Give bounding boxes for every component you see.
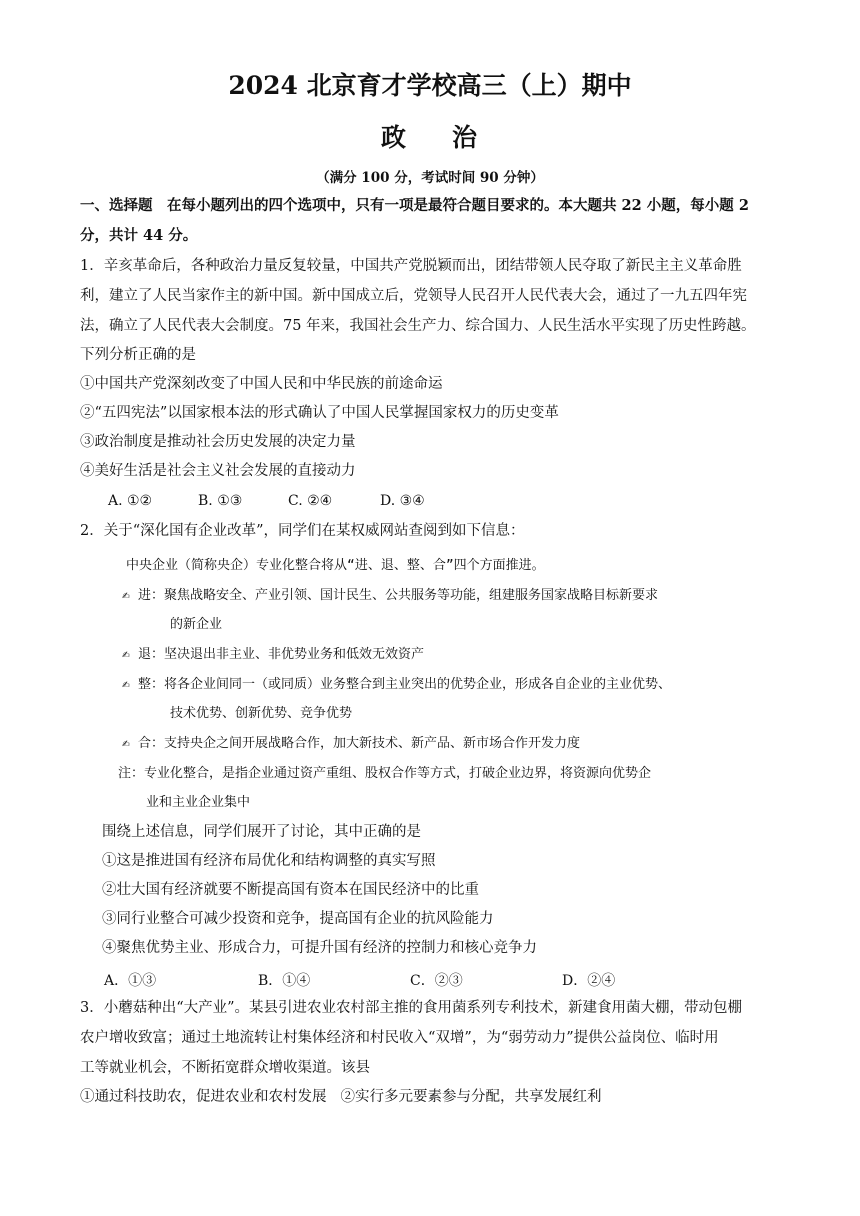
q2-item: ②壮大国有经济就要不断提高国有资本在国民经济中的比重 (102, 882, 479, 898)
q2-option-d: D．②④ (562, 973, 616, 989)
q2-bullet-continuation: 技术优势、创新优势、竞争优势 (170, 706, 353, 721)
subject-char-2: 治 (452, 123, 480, 152)
q2-intro: 中央企业（简称央企）专业化整合将从“进、退、整、合”四个方面推进。 (126, 558, 545, 573)
q1-stem-line: 1．辛亥革命后，各种政治力量反复较量，中国共产党脱颖而出，团结带领人民夺取了新民主主义革命胜 (80, 258, 742, 274)
q1-item: ②“五四宪法”以国家根本法的形式确认了中国人民掌握国家权力的历史变革 (80, 405, 559, 421)
q3-item: ②实行多元要素参与分配，共享发展红利 (340, 1089, 602, 1105)
q2-bullet-continuation: 的新企业 (170, 617, 223, 632)
q1-option-b: B. ①③ (198, 493, 243, 509)
q3-items-row (80, 1087, 602, 1107)
q1-stem-line: 下列分析正确的是 (80, 347, 196, 363)
q2-bullet-text: 整：将各企业间同一（或同质）业务整合到主业突出的优势企业，形成各自企业的主业优势、 (138, 677, 672, 692)
exam-subtitle: （满分 100 分，考试时间 90 分钟） (316, 170, 544, 186)
q3-stem-line: 3．小蘑菇种出“大产业”。某县引进农业农村部主推的食用菌系列专利技术，新建食用菌大棚，带动包棚 (80, 1000, 743, 1016)
q2-item: ④聚焦优势主业、形成合力，可提升国有经济的控制力和核心竞争力 (102, 940, 537, 956)
q2-bullet-text: 进：聚焦战略安全、产业引领、国计民生、公共服务等功能，组建服务国家战略目标新要求 (138, 588, 659, 603)
q2-bullet-jin (122, 584, 658, 603)
q2-question: 围绕上述信息，同学们展开了讨论，其中正确的是 (102, 824, 421, 840)
q2-bullet-text: 退：坚决退出非主业、非优势业务和低效无效资产 (138, 647, 425, 662)
q1-stem-line: 法，确立了人民代表大会制度。75 年来，我国社会生产力、综合国力、人民生活水平实现了历史性跨越。 (80, 318, 756, 334)
q2-option-c: C．②③ (410, 973, 463, 989)
q2-stem: 2．关于“深化国有企业改革”，同学们在某权威网站查阅到如下信息： (80, 523, 525, 539)
q2-note-continuation: 业和主业企业集中 (146, 795, 251, 810)
q1-option-d: D. ③④ (380, 493, 425, 509)
q2-item: ①这是推进国有经济布局优化和结构调整的真实写照 (102, 853, 436, 869)
q2-bullet-zheng (122, 673, 671, 692)
pen-icon: ✍ (122, 647, 130, 662)
q2-note: 注：专业化整合，是指企业通过资产重组、股权合作等方式，打破企业边界，将资源向优势企 (118, 766, 652, 781)
q2-item: ③同行业整合可减少投资和竞争，提高国有企业的抗风险能力 (102, 911, 494, 927)
q1-item: ①中国共产党深刻改变了中国人民和中华民族的前途命运 (80, 376, 443, 392)
subject-char-1: 政 (380, 123, 408, 152)
q3-item: ①通过科技助农，促进农业和农村发展 (80, 1089, 327, 1105)
exam-title: 2024 北京育才学校高三（上）期中 (228, 71, 632, 100)
q3-stem-line: 农户增收致富；通过土地流转让村集体经济和村民收入“双增”，为“弱劳动力”提供公益岗位、临时用 (80, 1030, 719, 1046)
q2-bullet-tui (122, 643, 424, 662)
q2-option-a: A．①③ (104, 973, 157, 989)
pen-icon: ✍ (122, 677, 130, 692)
section-heading-line-1: 一、选择题 在每小题列出的四个选项中，只有一项是最符合题目要求的。本大题共 22 小题，每小题 2 (80, 197, 749, 214)
q1-stem-line: 利，建立了人民当家作主的新中国。新中国成立后，党领导人民召开人民代表大会，通过了一九五四年宪 (80, 288, 747, 304)
pen-icon: ✍ (122, 736, 130, 751)
q2-option-b: B．①④ (258, 973, 311, 989)
q2-bullet-text: 合：支持央企之间开展战略合作，加大新技术、新产品、新市场合作开发力度 (138, 736, 581, 751)
q3-stem-line: 工等就业机会，不断拓宽群众增收渠道。该县 (80, 1060, 370, 1076)
q2-bullet-he (122, 732, 580, 751)
q1-item: ③政治制度是推动社会历史发展的决定力量 (80, 434, 356, 450)
section-heading-line-2: 分，共计 44 分。 (80, 227, 198, 244)
q1-option-a: A. ①② (108, 493, 153, 509)
pen-icon: ✍ (122, 588, 130, 603)
subject-title (0, 118, 860, 154)
q1-item: ④美好生活是社会主义社会发展的直接动力 (80, 463, 356, 479)
q1-option-c: C. ②④ (288, 493, 333, 509)
